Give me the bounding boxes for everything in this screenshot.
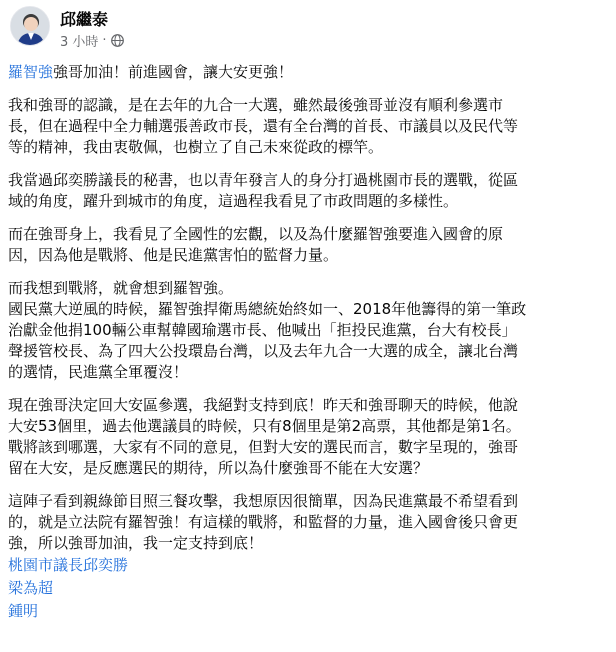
tag-link[interactable]: 桃園市議長邱奕勝 <box>8 556 129 574</box>
paragraph-6: 這陣子看到親綠節目照三餐攻擊，我想原因很簡單，因為民進黨最不希望看到 的，就是立法院有羅智強！有這樣的戰將，和監督的力量，進入國會後只會更 強，所以強哥加油，我一定支持到底！ <box>8 492 519 552</box>
hashtag-link[interactable]: 羅智強 <box>8 63 54 81</box>
tag-link[interactable]: 梁為超 <box>8 579 54 597</box>
author-name[interactable]: 邱繼泰 <box>60 10 109 29</box>
tag-list <box>8 554 608 623</box>
tag-link[interactable]: 鍾明 <box>8 602 39 620</box>
post-body <box>8 62 608 623</box>
meta-separator: · <box>102 33 107 48</box>
paragraph-1: 我和強哥的認識，是在去年的九合一大選，雖然最後強哥並沒有順利參選市 長，但在過程中全力輔選張善政市長，還有全台灣的首長、市議員以及民代等 等的精神，我由衷敬佩，也樹立了自己未來從政的標竿。 <box>8 96 519 156</box>
post-header <box>0 0 616 58</box>
headline-text: 強哥加油！前進國會，讓大安更強！ <box>53 63 294 81</box>
paragraph-3: 而在強哥身上，我看見了全國性的宏觀，以及為什麼羅智強要進入國會的原 因，因為他是戰將、他是民進黨害怕的監督力量。 <box>8 225 504 264</box>
avatar[interactable] <box>10 6 50 46</box>
headline <box>8 62 608 83</box>
post-meta <box>60 31 124 50</box>
globe-icon <box>111 34 124 47</box>
paragraph-4: 而我想到戰將，就會想到羅智強。 國民黨大逆風的時候，羅智強捍衛馬總統始終如一、2018年他籌得的第一筆政 治獻金他捐100輛公車幫韓國瑜選市長、他喊出「拒投民進黨，台大有校長」 聲援管校長、為了四大公投環島台灣，以及去年九合一大選的成全，讓北台灣 的選情，民進黨全軍覆沒！ <box>8 279 527 381</box>
post-time[interactable]: 3 小時 <box>60 35 99 50</box>
paragraph-2: 我當過邱奕勝議長的秘書，也以青年發言人的身分打過桃園市長的選戰，從區 域的角度，躍升到城市的角度，這過程我看見了市政問題的多樣性。 <box>8 171 519 210</box>
paragraph-5: 現在強哥決定回大安區參選，我絕對支持到底！昨天和強哥聊天的時候，他說 大安53個里，過去他選議員的時候，只有8個里是第2高票，其他都是第1名。 戰將該到哪選，大家有不同的意見，但對大安的選民而言，數字呈現的，強哥 留在大安，是反應選民的期待，所以為什麼強哥不能在大安選？ <box>8 396 521 477</box>
